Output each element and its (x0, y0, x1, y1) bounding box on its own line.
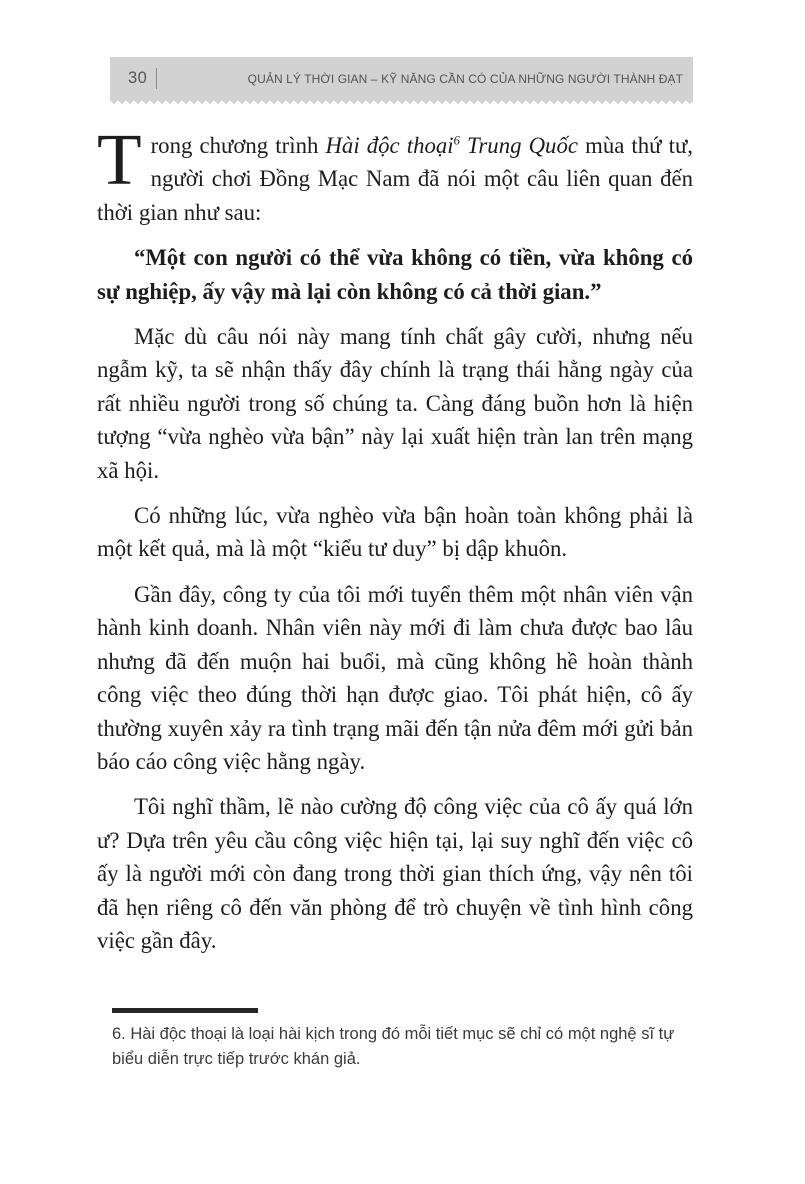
header-bar (110, 57, 693, 100)
drop-cap: T (97, 119, 142, 200)
body-paragraph: Mặc dù câu nói này mang tính chất gây cười, nhưng nếu ngẫm kỹ, ta sẽ nhận thấy đây chính là trạng thái hằng ngày của rất nhiều người trong số chúng ta. Càng đáng buồn hơn là hiện tượng “vừa nghèo vừa bận” này lại xuất hiện tràn lan trên mạng xã hội. (97, 324, 693, 483)
footnote-text: 6. Hài độc thoại là loại hài kịch trong đó mỗi tiết mục sẽ chỉ có một nghệ sĩ tự biểu diễn trực tiếp trước khán giả. (112, 1025, 675, 1068)
body-paragraph: Tôi nghĩ thầm, lẽ nào cường độ công việc của cô ấy quá lớn ư? Dựa trên yêu cầu công việc hiện tại, lại suy nghĩ đến việc cô ấy là người mới còn đang trong thời gian thích ứng, vậy nên tôi đã hẹn riêng cô đến văn phòng để trò chuyện về tình hình công việc gần đây. (97, 794, 693, 953)
show-title-italic: Hài độc thoại (325, 133, 454, 158)
page-number: 30 (128, 69, 148, 87)
running-title: QUẢN LÝ THỜI GIAN – KỸ NĂNG CẦN CÓ CỦA NHỮNG NGƯỜI THÀNH ĐẠT (247, 71, 683, 86)
body-paragraph: Có những lúc, vừa nghèo vừa bận hoàn toàn không phải là một kết quả, mà là một “kiểu tư duy” bị dập khuôn. (97, 503, 693, 562)
page-number-separator (156, 68, 157, 89)
opening-lead: rong chương trình (150, 133, 326, 158)
footnote-reference: 6 (453, 133, 460, 148)
page-header (110, 57, 693, 104)
opening-paragraph (97, 119, 694, 229)
opening-rest: mùa thứ tư, người chơi Đồng Mạc Nam đã nói một câu liên quan đến thời gian như sau: (97, 133, 694, 225)
body-paragraph: Gần đây, công ty của tôi mới tuyển thêm một nhân viên vận hành kinh doanh. Nhân viên này mới đi làm chưa được bao lâu nhưng đã đến muộn hai buổi, mà cũng không hề hoàn thành công việc theo đúng thời hạn được giao. Tôi phát hiện, cô ấy thường xuyên xảy ra tình trạng mãi đến tận nửa đêm mới gửi bản báo cáo công việc hằng ngày. (97, 581, 693, 774)
header-perforated-edge (110, 100, 693, 104)
quote-paragraph: “Một con người có thể vừa không có tiền, vừa không có sự nghiệp, ấy vậy mà lại còn không có cả thời gian.” (97, 245, 693, 304)
show-title-italic-2: Trung Quốc (459, 133, 578, 158)
body-text (97, 119, 694, 969)
footnote-rule (112, 1008, 258, 1013)
footnote (112, 1008, 697, 1071)
